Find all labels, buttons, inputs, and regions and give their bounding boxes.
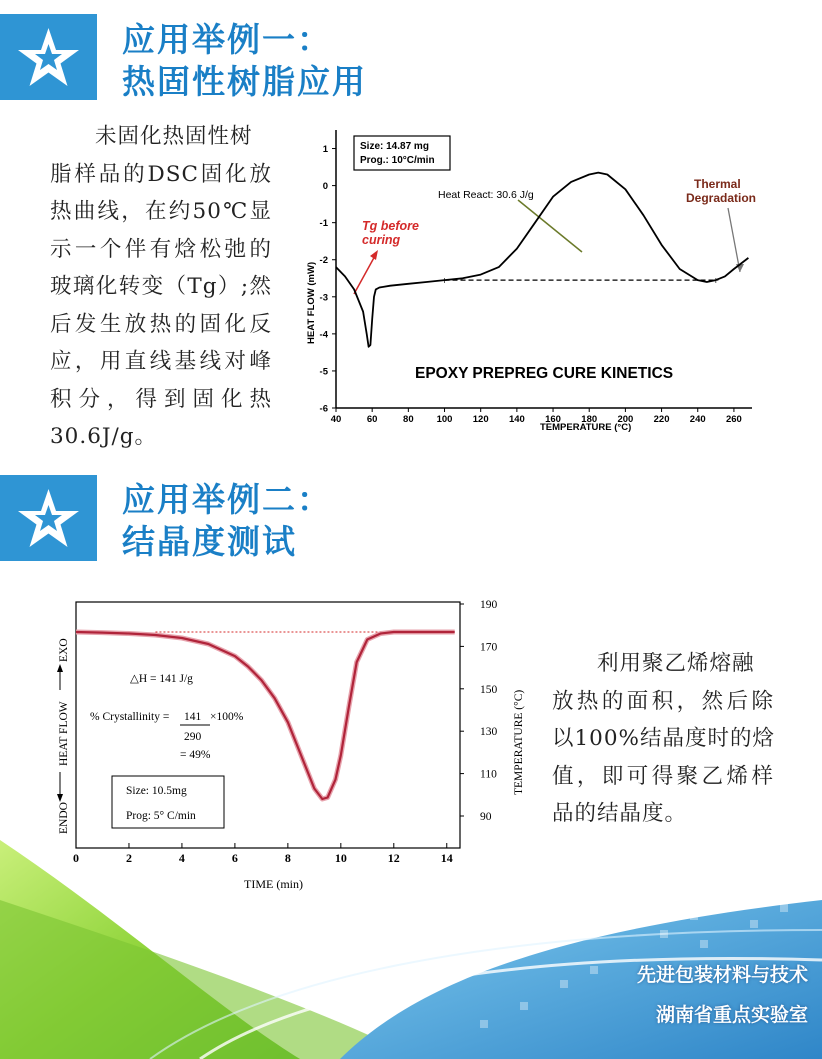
y-tick-label: -5 — [319, 366, 328, 378]
x-tick-label: 180 — [581, 414, 598, 425]
paragraph-line: 玻璃化转变（Tg）;然 — [50, 274, 272, 299]
section1-title-line2: 热固性树脂应用 — [122, 62, 367, 101]
chart2-xlabel: TIME (min) — [244, 877, 303, 891]
footer-line2: 湖南省重点实验室 — [655, 1004, 808, 1026]
exo-arrowhead — [57, 664, 63, 672]
crystallinity-label: % Crystallinity = — [90, 711, 170, 723]
y-tick-label: -3 — [319, 292, 328, 304]
chart2-ylabel-right: TEMPERATURE (°C) — [513, 689, 525, 795]
x-tick-label: 8 — [284, 851, 291, 865]
y-tick-label: 0 — [322, 181, 328, 193]
x-tick-label: 260 — [725, 414, 742, 425]
y-tick-label: -2 — [319, 255, 328, 267]
star-icon — [0, 475, 97, 561]
chart2-ylabel-left: HEAT FLOW — [58, 701, 70, 766]
thermal-label-1: Thermal — [694, 177, 741, 191]
tg-label-1: Tg before — [362, 219, 419, 233]
crystallinity-multiplier: ×100% — [210, 711, 244, 723]
tg-arrowhead — [370, 250, 378, 260]
paragraph-line: 示一个伴有焓松弛的 — [50, 236, 272, 262]
section1-title-line1: 应用举例一： — [122, 20, 332, 59]
x-tick-label: 80 — [403, 414, 414, 425]
crystallinity-chart — [50, 590, 540, 900]
paragraph-line: 以100%结晶度时的焓 — [552, 726, 775, 751]
chart1-ylabel: HEAT FLOW (mW) — [306, 261, 317, 344]
baseline-end-marker: + — [712, 276, 720, 286]
crystallinity-numerator: 141 — [184, 711, 202, 723]
chart1-size-label: Size: 14.87 mg — [360, 141, 429, 152]
chart1-ticks — [320, 144, 742, 425]
heat-react-label: Heat React: 30.6 J/g — [438, 189, 534, 201]
paragraph-line: 利用聚乙烯熔融 — [552, 651, 755, 676]
chart1-title: EPOXY PREPREG CURE KINETICS — [415, 365, 674, 382]
paragraph-line: 后发生放热的固化反 — [50, 311, 272, 337]
section1-paragraph — [50, 118, 272, 456]
y-tick-label: -1 — [319, 218, 328, 230]
thermal-label-2: Degradation — [686, 191, 757, 205]
x-tick-label: 220 — [653, 414, 670, 425]
crystallinity-result: = 49% — [180, 749, 211, 761]
y-tick-label: 1 — [322, 144, 328, 156]
paragraph-line: 脂样品的DSC固化放 — [50, 161, 272, 187]
chart2-prog-label: Prog: 5° C/min — [126, 810, 196, 822]
y-right-tick-label: 150 — [480, 683, 498, 696]
x-tick-label: 10 — [334, 851, 347, 865]
section2-title-line2: 结晶度测试 — [122, 522, 297, 561]
x-tick-label: 6 — [231, 851, 238, 865]
x-tick-label: 14 — [440, 851, 453, 865]
x-tick-label: 140 — [508, 414, 525, 425]
paragraph-line: 积分，得到固化热 — [50, 386, 272, 412]
x-tick-label: 4 — [178, 851, 185, 865]
tg-label-2: curing — [362, 233, 401, 247]
x-tick-label: 0 — [73, 851, 79, 865]
y-right-tick-label: 110 — [480, 768, 497, 781]
x-tick-label: 120 — [472, 414, 489, 425]
paragraph-line: 品的结晶度。 — [552, 801, 688, 826]
epoxy-cure-chart — [300, 122, 770, 440]
x-tick-label: 100 — [436, 414, 453, 425]
y-right-tick-label: 190 — [480, 599, 498, 611]
star-icon — [0, 14, 97, 100]
chart1-xlabel: TEMPERATURE (°C) — [540, 422, 632, 433]
chart1-prog-label: Prog.: 10°C/min — [360, 155, 435, 166]
x-tick-label: 60 — [366, 414, 378, 425]
endo-label: ENDO — [58, 802, 70, 834]
section2-title-line1: 应用举例二： — [122, 480, 332, 519]
x-tick-label: 12 — [387, 851, 400, 865]
section2-star-badge — [0, 475, 97, 561]
y-right-tick-label: 170 — [480, 641, 498, 654]
y-right-tick-label: 90 — [480, 811, 492, 823]
section2-paragraph — [552, 645, 774, 833]
x-tick-label: 2 — [125, 851, 132, 865]
heat-react-pointer — [518, 200, 582, 252]
tg-arrow — [354, 254, 376, 294]
paragraph-line: 热曲线，在约50℃显 — [50, 199, 272, 224]
baseline-start-marker: + — [441, 276, 448, 286]
paragraph-line: 未固化热固性树 — [50, 124, 253, 149]
chart2-size-label: Size: 10.5mg — [126, 785, 187, 797]
degradation-arrow — [728, 208, 740, 272]
x-tick-label: 200 — [617, 414, 634, 425]
exo-label: EXO — [58, 638, 70, 662]
crystallinity-denominator: 290 — [184, 731, 202, 743]
footer-line1: 先进包装材料与技术 — [636, 964, 808, 986]
y-tick-label: -4 — [319, 329, 328, 341]
paragraph-line: 放热的面积，然后除 — [552, 688, 774, 714]
paragraph-line: 值，即可得聚乙烯样 — [552, 763, 774, 789]
x-tick-label: 160 — [545, 414, 561, 425]
paragraph-line: 30.6J/g。 — [50, 424, 157, 449]
endo-arrowhead — [57, 794, 63, 802]
y-right-tick-label: 130 — [480, 726, 498, 739]
x-tick-label: 40 — [330, 414, 342, 425]
delta-h-label: △H = 141 J/g — [130, 673, 193, 685]
paragraph-line: 应，用直线基线对峰 — [50, 349, 272, 374]
y-tick-label: -6 — [319, 403, 328, 415]
x-tick-label: 240 — [689, 414, 706, 425]
section1-star-badge — [0, 14, 97, 100]
